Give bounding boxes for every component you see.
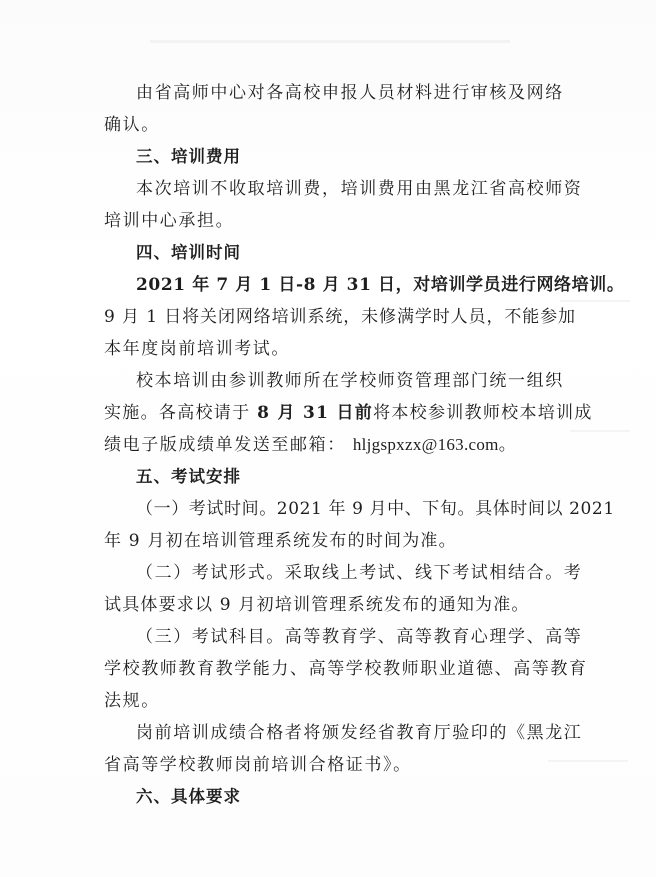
paragraph-line: 省高等学校教师岗前培训合格证书》。 xyxy=(104,755,412,775)
text-run: 实施。各高校请于 xyxy=(104,403,258,423)
text-run: 将本校参训教师校本培训成 xyxy=(373,403,593,423)
paragraph-line: 校本培训由参训教师所在学校师资管理部门统一组织 xyxy=(136,371,564,391)
section-heading-requirements: 六、具体要求 xyxy=(136,787,241,806)
paragraph-line: 确认。 xyxy=(104,115,160,135)
paragraph-line: 由省高师中心对各高校申报人员材料进行审核及网络 xyxy=(136,83,564,103)
section-heading-time: 四、培训时间 xyxy=(136,243,241,262)
section-heading-fee: 三、培训费用 xyxy=(136,147,241,166)
section-heading-exam: 五、考试安排 xyxy=(136,467,241,486)
paragraph-line xyxy=(104,398,593,428)
paragraph-line: 本次培训不收取培训费，培训费用由黑龙江省高校师资 xyxy=(136,179,583,199)
scan-shadow xyxy=(570,430,630,432)
paragraph-line: （一）考试时间。2021 年 9 月中、下旬。具体时间以 2021 xyxy=(136,499,615,519)
scan-shadow xyxy=(548,760,628,762)
paragraph-line: 年 9 月初在培训管理系统发布的时间为准。 xyxy=(104,531,457,551)
scan-shadow xyxy=(150,40,510,43)
paragraph-line: 岗前培训成绩合格者将颁发经省教育厅验印的《黑龙江 xyxy=(136,723,583,743)
email-address: hljgspxzx@163.com xyxy=(352,435,499,454)
paragraph-line: 试具体要求以 9 月初培训管理系统发布的通知为准。 xyxy=(104,595,530,615)
paragraph-line: 学校教师教育教学能力、高等学校教师职业道德、高等教育 xyxy=(104,659,588,679)
paragraph-line: 9 月 1 日将关闭网络培训系统，未修满学时人员，不能参加 xyxy=(104,307,576,327)
paragraph-line: 本年度岗前培训考试。 xyxy=(104,339,290,359)
paragraph-line: 法规。 xyxy=(104,691,160,711)
paragraph-line: （三）考试科目。高等教育学、高等教育心理学、高等 xyxy=(136,627,583,647)
deadline-emphasis: 8 月 31 日前 xyxy=(257,403,374,423)
paragraph-line: （二）考试形式。采取线上考试、线下考试相结合。考 xyxy=(136,563,583,583)
paragraph-line: 培训中心承担。 xyxy=(104,211,235,231)
text-run: 绩电子版成绩单发送至邮箱： xyxy=(104,435,353,455)
paragraph-line: 2021 年 7 月 1 日-8 月 31 日，对培训学员进行网络培训。 xyxy=(136,275,625,295)
text-run: 。 xyxy=(498,435,518,455)
paragraph-line xyxy=(104,430,517,460)
